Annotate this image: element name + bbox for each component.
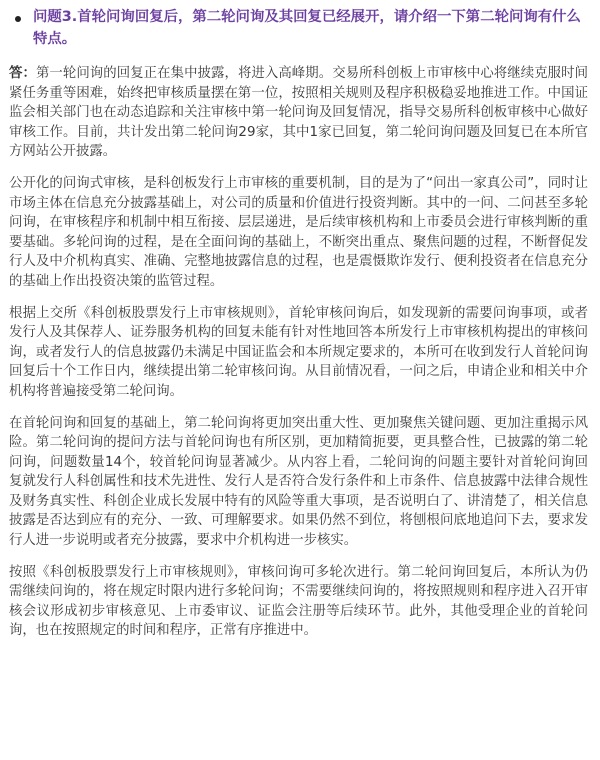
paragraph-second-round: 在首轮问询和回复的基础上，第二轮问询将更加突出重大性、更加聚焦关键问题、更加注重揭示风险。第二轮问询的提问方法与首轮问询也有所区别，更加精简扼要，更具整合性，已披露的第二轮问询，问题数量14个，较首轮问询显著减少。从内容上看，二轮问询的问题主要针对首轮问询回复就发行人科创属性和技术先进性、发行人是否符合发行条件和上市条件、信息披露中法律合规性及财务真实性、科创企业成长发展中特有的风险等重大事项，是否说明白了、讲清楚了，相关信息披露是否达到应有的充分、一致、可理解要求。如果仍然不到位，将刨根问底地追问下去，要求发行人进一步说明或者充分披露，要求中介机构进一步核实。	[9, 415, 588, 549]
paragraph-rules: 根据上交所《科创板股票发行上市审核规则》，首轮审核问询后，如发现新的需要问询事项，或者发行人及其保荐人、证券服务机构的回复未能有针对性地回答本所发行上市审核机构提出的审核问询，或者发行人的信息披露仍未满足中国证监会和本所规定要求的，本所可在收到发行人首轮问询回复后十个工作日内，继续提出第二轮审核问询。从目前情况看，一问之后，申请企业和相关中介机构将普遍接受第二轮问询。	[9, 305, 588, 399]
answer-paragraph	[9, 64, 588, 162]
answer-label: 答	[9, 66, 23, 81]
bullet-icon	[15, 16, 21, 22]
paragraph-mechanism: 公开化的问询式审核，是科创板发行上市审核的重要机制，目的是为了“问出一家真公司”，同时让市场主体在信息充分披露基础上，对公司的质量和价值进行投资判断。其中的一问、二问甚至多轮问询，在审核程序和机制中相互衔接、层层递进，是后续审核机构和上市委员会进行审核判断的重要基础。多轮问询的过程，是在全面问询的基础上，不断突出重点、聚焦问题的过程，不断督促发行人及中介机构真实、准确、完整地披露信息的过程，也是震慑欺诈发行、便利投资者在信息充分的基础上作出投资决策的监管过程。	[9, 175, 588, 289]
question-item	[9, 6, 588, 50]
answer-colon: ：	[22, 66, 36, 81]
answer-text: 第一轮问询的回复正在集中披露，将进入高峰期。交易所科创板上市审核中心将继续克服时间紧任务重等困难，始终把审核质量摆在第一位，按照相关规则及程序积极稳妥地推进工作。中国证监会相关部门也在动态追踪和关注审核中第一轮问询及回复情况，指导交易所科创板审核中心做好审核工作。目前，共计发出第二轮问询29家，其中1家已回复，第二轮问询问题及回复已在本所官方网站公开披露。	[9, 66, 589, 160]
paragraph-multi-round: 按照《科创板股票发行上市审核规则》，审核问询可多轮次进行。第二轮问询回复后，本所认为仍需继续问询的，将在规定时限内进行多轮问询；不需要继续问询的，将按照规则和程序进入召开审核会议形成初步审核意见、上市委审议、证监会注册等后续环节。此外，其他受理企业的首轮问询，也在按照规定的时间和程序，正常有序推进中。	[9, 564, 588, 639]
question-text: 问题3.首轮问询回复后，第二轮问询及其回复已经展开，请介绍一下第二轮问询有什么特点。	[33, 9, 581, 47]
